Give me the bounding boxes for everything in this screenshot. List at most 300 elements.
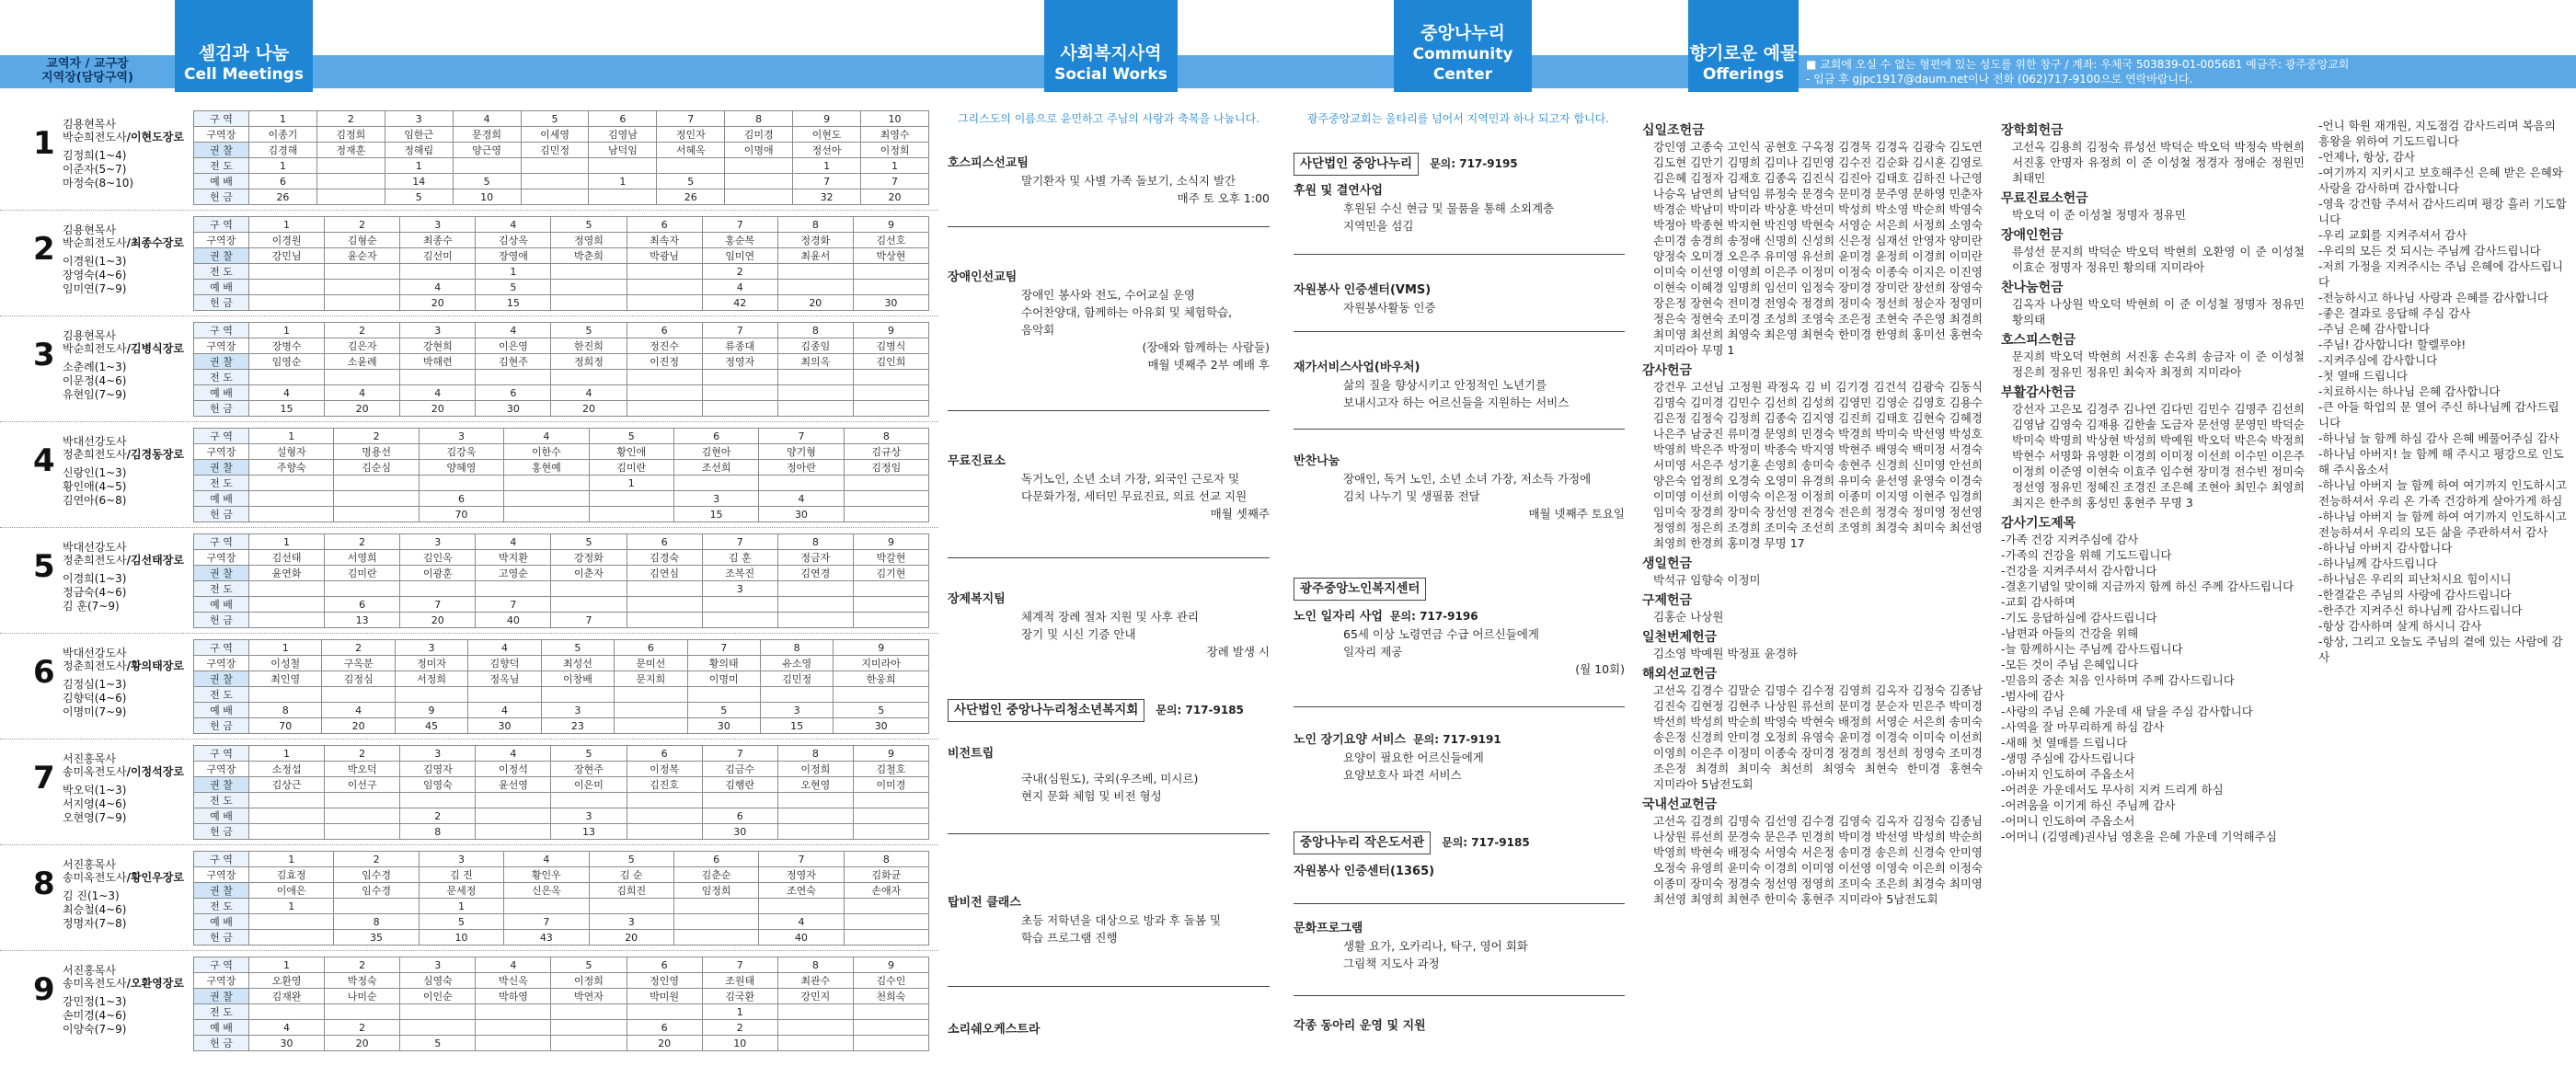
cell-table-cell: 35	[334, 930, 419, 946]
cell-table-cell: 정재훈	[316, 143, 385, 158]
cell-table-cell: 26	[657, 189, 725, 205]
cell-table-cell: 4	[504, 429, 589, 444]
cell-table-cell	[777, 1036, 853, 1051]
header-left-line2: 지역장(담당구역)	[41, 71, 133, 85]
cell-table-cell: 9	[853, 323, 928, 338]
community-center-column	[1288, 110, 1628, 1033]
cell-table-cell: 6	[419, 491, 503, 507]
cell-table-cell	[777, 581, 853, 597]
cell-table-cell	[627, 385, 702, 401]
cell-table-cell	[844, 476, 928, 491]
cell-table-cell: 한진희	[551, 338, 627, 354]
cell-table-cell	[453, 158, 521, 174]
cell-deacon-line	[63, 131, 191, 143]
cell-area-elder: /김선태장로	[126, 554, 184, 567]
cell-table-cell: 김춘순	[673, 867, 758, 883]
prayer-item: -믿음의 중손 처음 인사하며 주께 감사드립니다	[2001, 673, 2235, 687]
social-item-title: 호스피스선교팀	[948, 156, 1029, 170]
cell-table-cell	[627, 613, 702, 628]
cell-table-cell: 1	[702, 1004, 777, 1020]
cell-table-host-row	[194, 566, 929, 581]
cell-table-cell: 7	[793, 174, 861, 189]
cell-table-cell: 홍순복	[702, 233, 777, 248]
cell-table-cell: 이한수	[504, 444, 589, 460]
prayer-item: -영육 강건함 주셔서 감사드리며 평강 흘러 기도합니다	[2318, 197, 2567, 226]
community-title-en: Community Center	[1412, 45, 1513, 84]
header-left-line1: 교역자 / 교구장	[46, 57, 129, 71]
offering-category-title: 구제헌금	[1642, 593, 1693, 608]
cell-pastor: 김용현목사	[63, 118, 116, 131]
org3-phone: 문의: 717-9185	[1442, 836, 1530, 849]
cell-table-cell: 이창배	[541, 671, 614, 687]
cell-table-row-label: 예 배	[194, 914, 249, 930]
cell-table-cell: 김강욱	[419, 444, 503, 460]
cell-table-cell: 5	[589, 429, 673, 444]
cell-table	[193, 110, 929, 205]
cell-table-cell: 7	[702, 957, 777, 973]
cell-table-cell: 3	[541, 703, 614, 718]
cell-table-cell: 이은미	[551, 777, 627, 793]
cell-table-cell	[316, 189, 385, 205]
community-title-ko: 중앙나누리	[1420, 23, 1505, 43]
cell-table-cell: 20	[325, 1036, 400, 1051]
offering-category-title: 장애인헌금	[2001, 228, 2064, 243]
cell-table-cell: 문지희	[615, 671, 687, 687]
prayer-item: -가족 건강 지켜주심에 감사	[2001, 533, 2139, 546]
cell-pastor: 박대선강도사	[63, 541, 127, 554]
cell-table-cell: 30	[249, 1036, 325, 1051]
cell-table-cell: 박지환	[476, 550, 551, 566]
cell-table-cell: 박광님	[627, 248, 702, 264]
cell-table-cell: 32	[793, 189, 861, 205]
cell-table-cell: 박춘희	[551, 248, 627, 264]
cell-table-cell: 13	[551, 824, 627, 840]
cell-table-cell	[521, 189, 589, 205]
community-item-title: 문화프로그램	[1294, 922, 1363, 935]
cell-table-cell: 10	[861, 111, 929, 127]
cell-table-cell: 30	[702, 824, 777, 840]
cell-table	[193, 216, 929, 311]
cell-group-leaders	[63, 647, 191, 719]
cell-table-cell: 박신옥	[476, 973, 551, 989]
cell-table	[193, 851, 929, 946]
cell-area-elder: /황의태장로	[126, 659, 184, 672]
cell-table-cell: 최종수	[400, 233, 476, 248]
community-item-sub: 요양보호사 파견 서비스	[1343, 768, 1462, 782]
cell-table-cell: 김 순	[589, 867, 673, 883]
cell-table-cell: 이정희	[777, 762, 853, 777]
cell-table-cell: 4	[702, 280, 777, 295]
cell-table-cell: 김정심	[322, 671, 395, 687]
cell-table-row-label: 전 도	[194, 264, 249, 280]
prayer-item: -한결같은 주님의 사랑에 감사드립니다	[2318, 588, 2512, 602]
cell-group-leaders	[63, 541, 191, 613]
cell-table-cell	[725, 189, 793, 205]
cell-area-elder: /김경동장로	[126, 448, 184, 461]
cell-table-cell	[476, 1004, 551, 1020]
cell-table-row-label: 구 역	[194, 852, 249, 867]
cell-table-header-row	[194, 852, 929, 867]
community-item-long-term-care	[1294, 730, 1625, 784]
cell-table-cell: 김규상	[844, 444, 928, 460]
divider	[0, 210, 938, 211]
cell-table-cell	[853, 581, 928, 597]
prayer-item: -아버지 인도하여 주옵소서	[2001, 767, 2135, 781]
prayer-item: -하나님 아버지 늘 함께 하여 여기까지 인도하시고 전능하셔서 우리의 모든 삶을 주관하셔서 감사	[2318, 510, 2567, 539]
divider	[0, 527, 938, 528]
offering-donor-names: 고선옥 김경수 김말순 김명수 김수정 김영희 김옥자 김정숙 김종남 김진숙 김현정 김현주 나상원 류선희 문미경 문순자 민은주 박미경 박선희 박성희 박순희 박영숙 박현숙 배정희 서영순 서은희 송미숙 송은정 신경희 안미경 오정희 유영숙 윤미경 이경숙 이미숙 이선희 이영희 이은주 이정미 이종숙 장미경 정경희 정선희 정영숙 조미경 조은정 최경희 최미숙 최선희 최영숙 최현숙 한미경 홍현숙 지미라아 5남전도회	[1653, 683, 1983, 791]
cell-table-cell: 김현주	[476, 354, 551, 370]
cell-table-cell: 이정석	[476, 762, 551, 777]
cell-table-cell: 김미경	[725, 127, 793, 143]
community-item-sub2: 매월 넷째주 토요일	[1528, 507, 1625, 521]
cell-table-leader-row	[194, 127, 929, 143]
social-item-top-vision	[948, 894, 1270, 946]
section-header-offering	[1688, 0, 1799, 92]
cell-table-leader-row	[194, 338, 929, 354]
org1-title: 사단법인 중앙나누리	[1294, 153, 1419, 176]
cell-table-cell: 23	[541, 718, 614, 734]
prayer-item: -여기까지 지키시고 보호해주신 은혜 받은 은혜와 사랑을 감사하며 감사합니다	[2318, 166, 2563, 195]
cell-table-cell	[322, 687, 395, 703]
offerings-column-1	[1642, 118, 1983, 907]
cell-table	[193, 957, 929, 1051]
prayer-item: -전능하시고 하나님 사랑과 은혜를 감사합니다	[2318, 291, 2548, 304]
cell-table-row-label: 구역장	[194, 867, 249, 883]
cell-table-cell: 3	[395, 640, 467, 656]
cell-table-host-row	[194, 989, 929, 1004]
cell-group	[0, 639, 938, 740]
cell-group-number: 8	[33, 865, 55, 902]
cell-table-cell	[725, 158, 793, 174]
social-item-sub: 장기 및 시신 기증 안내	[1021, 627, 1136, 641]
cell-table-evangelism-row	[194, 476, 929, 491]
social-works-column	[938, 110, 1279, 1037]
cell-table-cell: 문경희	[453, 127, 521, 143]
cell-group-number: 1	[33, 125, 55, 162]
offering-donor-names: 박석규 임향숙 이정미	[1653, 573, 1761, 587]
community-item-desc: 생활 요가, 오카리나, 탁구, 영어 회화	[1343, 939, 1528, 953]
cell-table-cell: 이선구	[325, 777, 400, 793]
cell-table-leader-row	[194, 233, 929, 248]
prayer-item: -기도 응답하심에 감사드립니다	[2001, 611, 2157, 625]
cell-table-cell	[777, 824, 853, 840]
cell-area-elder: /오환영장로	[126, 977, 184, 990]
cell-table-cell: 20	[627, 1036, 702, 1051]
cell-deacon: 송미옥전도사	[63, 765, 127, 778]
cell-table-cell: 장현주	[551, 762, 627, 777]
offering-category-title: 무료진료소헌금	[2001, 191, 2088, 206]
prayer-item: -새해 첫 열매를 드립니다	[2001, 736, 2128, 750]
cell-table-cell: 양근영	[453, 143, 521, 158]
cell-group	[0, 110, 938, 212]
cell-table-cell: 이성철	[249, 656, 322, 671]
cell-table-cell: 7	[687, 640, 760, 656]
cell-deacon-line	[63, 765, 191, 778]
cell-table-cell: 4	[551, 385, 627, 401]
cell-table-leader-row	[194, 550, 929, 566]
cell-table-cell	[777, 597, 853, 613]
cell-table-cell: 이정희	[861, 143, 929, 158]
cell-table-cell: 박연자	[551, 989, 627, 1004]
cell-table-cell: 5	[419, 914, 503, 930]
cell-table-cell	[853, 1004, 928, 1020]
prayer-item: -큰 아들 학업의 문 열어 주신 하나님께 감사드립니다	[2318, 400, 2559, 430]
cell-table-cell: 20	[400, 401, 476, 417]
cell-table-cell: 4	[468, 640, 541, 656]
cell-district-head: 이준자(5~7)	[63, 163, 127, 176]
cell-table-cell: 8	[249, 703, 322, 718]
prayer-item: -주님 은혜 감사합니다	[2318, 322, 2431, 336]
cell-table-cell: 나미순	[325, 989, 400, 1004]
cell-table-cell: 정경화	[777, 233, 853, 248]
cell-table-cell	[853, 613, 928, 628]
community-item-title: 자원봉사 인증센터(VMS)	[1294, 283, 1432, 297]
cell-table-cell: 김경숙	[627, 550, 702, 566]
offering-note-line2: - 입금 후 gjpc1917@daum.net이나 전화 (062)717-9100으로 연락바랍니다.	[1806, 73, 2193, 86]
offering-donor-names: 고선옥 김용희 김정숙 류성선 박덕순 박오덕 박정숙 박현희 서진홍 안명자 유정희 이 준 이성철 정경자 정애순 정원민 최태민	[2012, 140, 2305, 185]
cell-table-cell: 4	[759, 914, 844, 930]
cell-table-cell: 1	[249, 899, 334, 914]
prayer-item: -지켜주심에 감사합니다	[2318, 353, 2438, 367]
cell-table-row-label: 예 배	[194, 1020, 249, 1036]
youth-welfare-title: 사단법인 중앙나누리청소년복지회	[948, 699, 1144, 722]
divider	[948, 986, 1270, 987]
cell-district-head: 이명미(7~9)	[63, 705, 127, 718]
offering-donor-names: 강선자 고은모 김경주 김나연 김다민 김민수 김명주 김선희 김영남 김영숙 김재용 김한솔 도금자 문선영 문영민 박덕순 박미숙 박명희 박상현 박성희 박예원 박오덕 박은숙 박정희 박현수 서명화 유영환 이경희 이미정 이선희 이수민 이은주 이정희 이준영 이현숙 이효주 임수현 장미경 전수빈 정미숙 정선영 정유민 정혜진 조경진 조은혜 조현아 최민수 최영희 최지은 한주희 홍성민 홍현주 무명 3	[2012, 402, 2305, 510]
cell-table-row-label: 구역장	[194, 338, 249, 354]
community-item-desc: 65세 이상 노령연금 수급 어르신들에게	[1343, 627, 1539, 641]
cell-table-cell: 6	[702, 808, 777, 824]
cell-table-cell: 정금자	[777, 550, 853, 566]
cell-table-cell	[249, 914, 334, 930]
cell-table-cell	[551, 793, 627, 808]
cell-table-cell: 지미라아	[834, 656, 929, 671]
cell-table-cell: 구옥분	[322, 656, 395, 671]
cell-table-cell: 3	[400, 323, 476, 338]
cell-table-cell: 1	[589, 174, 657, 189]
cell-table-cell: 정영희	[551, 233, 627, 248]
cell-table-cell: 3	[385, 111, 453, 127]
cell-table-evangelism-row	[194, 158, 929, 174]
cell-table-cell: 4	[504, 852, 589, 867]
cell-table-row-label: 예 배	[194, 808, 249, 824]
cell-table-row-label: 권 찰	[194, 883, 249, 899]
cell-table-evangelism-row	[194, 1004, 929, 1020]
cell-table-cell: 5	[521, 111, 589, 127]
prayer-item: -하나님 아버지 감사합니다	[2318, 541, 2453, 555]
cell-table-cell: 1	[249, 746, 325, 762]
cell-table-cell: 김상근	[249, 777, 325, 793]
cell-table-cell: 윤연화	[249, 566, 325, 581]
offering-title-en: Offerings	[1702, 65, 1785, 84]
cell-table-cell: 윤순자	[325, 248, 400, 264]
cell-district-head: 황인애(4~5)	[63, 480, 127, 493]
cell-table-cell: 장병수	[249, 338, 325, 354]
social-title-en: Social Works	[1054, 65, 1167, 84]
offering-donor-names: 강건우 고선님 고정원 곽정옥 김 비 김기경 김건석 김광숙 김동식 김명숙 김미경 김민수 김선희 김성희 김영민 김영순 김영호 김용수 김은정 김정숙 김정희 김종숙 김지영 김진희 김태호 김현숙 김혜경 나은주 남궁진 류미경 문영희 민경숙 박경희 박미숙 박선영 박성호 박영희 박은주 박정미 박종숙 박지영 박현주 배영숙 백미정 서경숙 서미영 서은주 성기훈 손영희 송미숙 송현주 신경희 신미영 안선희 양은숙 엄정희 오경숙 오영미 유경희 유미숙 윤선영 윤영숙 이경숙 이미영 이선희 이영숙 이은정 이정희 이종미 이지영 이현주 임경희 임미숙 장경희 장미숙 장선영 전경숙 전은희 정경숙 정미영 정선영 정영희 정은희 조경희 조미숙 조선희 조영희 최경숙 최미숙 최선영 최영희 한경희 홍미경 무명 17	[1653, 380, 1983, 550]
prayer-item: -범사에 감사	[2001, 689, 2064, 703]
cell-table-cell	[400, 264, 476, 280]
cell-table-cell: 4	[325, 385, 400, 401]
cell-table-cell: 3	[400, 957, 476, 973]
prayer-item: -교회 감사하며	[2001, 595, 2076, 609]
cell-table-cell	[615, 703, 687, 718]
cell-table-cell	[702, 401, 777, 417]
cell-table-cell	[551, 581, 627, 597]
cell-table-cell	[400, 581, 476, 597]
cell-table-cell: 1	[249, 957, 325, 973]
social-item-desc: 초등 저학년을 대상으로 방과 후 돌봄 및	[1021, 913, 1222, 927]
cell-table-cell: 강민지	[777, 989, 853, 1004]
social-item-sub4: 매월 넷째주 2부 예배 후	[1147, 358, 1270, 372]
offering-donor-names: 김홍순 나상원	[1653, 610, 1724, 624]
cell-table-row-label: 예 배	[194, 174, 249, 189]
cell-table-cell: 3	[551, 808, 627, 824]
cell-table-cell: 5	[589, 852, 673, 867]
cell-table-cell: 정진수	[627, 338, 702, 354]
cell-deacon: 박순희전도사	[63, 236, 127, 249]
cell-table-cell: 7	[702, 217, 777, 233]
cell-table-cell: 김금수	[702, 762, 777, 777]
cell-area-elder: /이정석장로	[126, 765, 184, 778]
cell-district-head: 김정희(1~4)	[63, 149, 127, 162]
cell-district-head: 김정심(1~3)	[63, 678, 127, 691]
cell-table-cell	[777, 401, 853, 417]
cell-deacon-line	[63, 342, 191, 355]
prayer-item: -우리의 모든 것 되시는 주님께 감사드립니다	[2318, 244, 2541, 258]
cell-table-cell: 1	[249, 111, 317, 127]
cell-table-cell: 40	[759, 930, 844, 946]
cell-table-row-label: 구 역	[194, 534, 249, 550]
cell-table-cell: 서영희	[325, 550, 400, 566]
prayer-item: -결혼기념일 맞이해 지금까지 함께 하신 주께 감사드립니다	[2001, 579, 2294, 593]
social-item-sub3: (장애와 함께하는 사람들)	[1142, 340, 1270, 354]
community-item-vms	[1294, 281, 1625, 316]
cell-table-cell: 강정화	[551, 550, 627, 566]
community-org2	[1294, 578, 1625, 601]
section-header-community	[1394, 0, 1532, 92]
cell-table-row-label: 헌 금	[194, 401, 249, 417]
cell-table-header-row	[194, 746, 929, 762]
cell-table-cell: 정영자	[702, 354, 777, 370]
cell-table-cell: 심영숙	[400, 973, 476, 989]
offering-category-title: 해외선교헌금	[1642, 667, 1718, 682]
cell-table-cell: 4	[453, 111, 521, 127]
cell-table-worship-row	[194, 808, 929, 824]
cell-table-cell: 최속자	[627, 233, 702, 248]
cell-table-cell: 설형자	[249, 444, 334, 460]
cell-table-cell: 2	[322, 640, 395, 656]
cell-table	[193, 322, 929, 417]
cell-table-cell: 6	[673, 852, 758, 867]
cell-table-cell	[702, 597, 777, 613]
cell-table-cell: 최윤서	[777, 248, 853, 264]
org3-title: 중앙나누리 작은도서관	[1294, 831, 1431, 854]
cell-table-offering-row	[194, 189, 929, 205]
cell-table-cell	[334, 899, 419, 914]
cell-table-cell	[853, 824, 928, 840]
cell-table-cell: 이현도	[793, 127, 861, 143]
cell-table-cell	[521, 158, 589, 174]
offering-title-ko: 향기로운 예물	[1689, 43, 1798, 63]
cell-table-row-label: 예 배	[194, 597, 249, 613]
cell-table-cell	[627, 264, 702, 280]
community-item-phone: 문의: 717-9191	[1413, 733, 1501, 746]
cell-table-cell	[249, 793, 325, 808]
social-item-sub: 매주 토 오후 1:00	[1177, 191, 1270, 205]
cell-table-cell: 김현아	[673, 444, 758, 460]
cell-deacon: 박순희전도사	[63, 131, 127, 143]
cell-table-cell: 4	[476, 746, 551, 762]
cell-district-heads	[63, 889, 191, 931]
social-item-sub2: 매월 셋째주	[1210, 507, 1270, 521]
cell-table-cell: 임한근	[385, 127, 453, 143]
prayer-item: -어머니 인도하여 주옵소서	[2001, 814, 2135, 828]
cell-table-cell: 한웅희	[834, 671, 929, 687]
cell-table-row-label: 전 도	[194, 687, 249, 703]
cell-table-cell	[249, 597, 325, 613]
cell-table-cell: 김순심	[334, 460, 419, 476]
cell-deacon: 정춘희전도사	[63, 554, 127, 567]
cell-table-cell: 김효정	[249, 867, 334, 883]
cell-table-cell	[627, 824, 702, 840]
youth-welfare-phone: 문의: 717-9185	[1156, 704, 1244, 716]
cell-table-cell: 6	[627, 217, 702, 233]
cell-table-cell: 이명애	[725, 143, 793, 158]
cell-table-row-label: 구 역	[194, 957, 249, 973]
cell-group	[0, 851, 938, 952]
cell-table-cell: 이정복	[627, 762, 702, 777]
community-item-desc: 삶의 질을 향상시키고 안정적인 노년기를	[1343, 378, 1547, 392]
cell-table-cell: 김영남	[589, 127, 657, 143]
cell-table-cell: 1	[249, 323, 325, 338]
community-item-sub: 일자리 제공	[1343, 645, 1403, 659]
cell-pastor: 김용현목사	[63, 224, 116, 236]
prayer-item: -하나님은 우리의 피난처시요 힘이시니	[2318, 572, 2512, 586]
cell-table-cell	[589, 158, 657, 174]
cell-table-cell	[504, 491, 589, 507]
offering-note-line1: ■ 교회에 오실 수 없는 형편에 있는 성도를 위한 창구 / 계좌: 우체국 503839-01-005681 예금주: 광주중앙교회	[1806, 58, 2350, 71]
cell-table-cell	[853, 1020, 928, 1036]
org1-phone: 문의: 717-9195	[1430, 157, 1518, 170]
cell-table-cell: 1	[419, 899, 503, 914]
cell-district-heads	[63, 572, 191, 613]
cell-table-cell	[627, 295, 702, 311]
prayer-item: -건강을 지켜주셔서 감사합니다	[2001, 564, 2157, 578]
cell-table-evangelism-row	[194, 899, 929, 914]
cell-table-cell: 15	[673, 507, 758, 522]
cell-table-cell	[615, 687, 687, 703]
cell-table-cell: 오현영	[777, 777, 853, 793]
cell-table-cell: 6	[627, 534, 702, 550]
cell-table-cell	[777, 1004, 853, 1020]
cell-table-cell: 김인희	[853, 354, 928, 370]
cell-group	[0, 428, 938, 529]
cell-table-cell: 서혜옥	[657, 143, 725, 158]
social-item-desc: 체계적 장례 절차 지원 및 사후 관리	[1021, 610, 1199, 624]
cell-table-cell	[673, 914, 758, 930]
cell-table-cell	[325, 295, 400, 311]
cell-table-row-label: 전 도	[194, 581, 249, 597]
cell-table-cell: 김향덕	[468, 656, 541, 671]
cell-district-head: 마정숙(8~10)	[63, 177, 134, 189]
cell-district-head: 김 진(1~3)	[63, 889, 120, 902]
cell-table-cell	[541, 687, 614, 703]
section-header-social	[1044, 0, 1178, 92]
cell-table-cell: 6	[589, 111, 657, 127]
cell-table-cell: 3	[400, 534, 476, 550]
